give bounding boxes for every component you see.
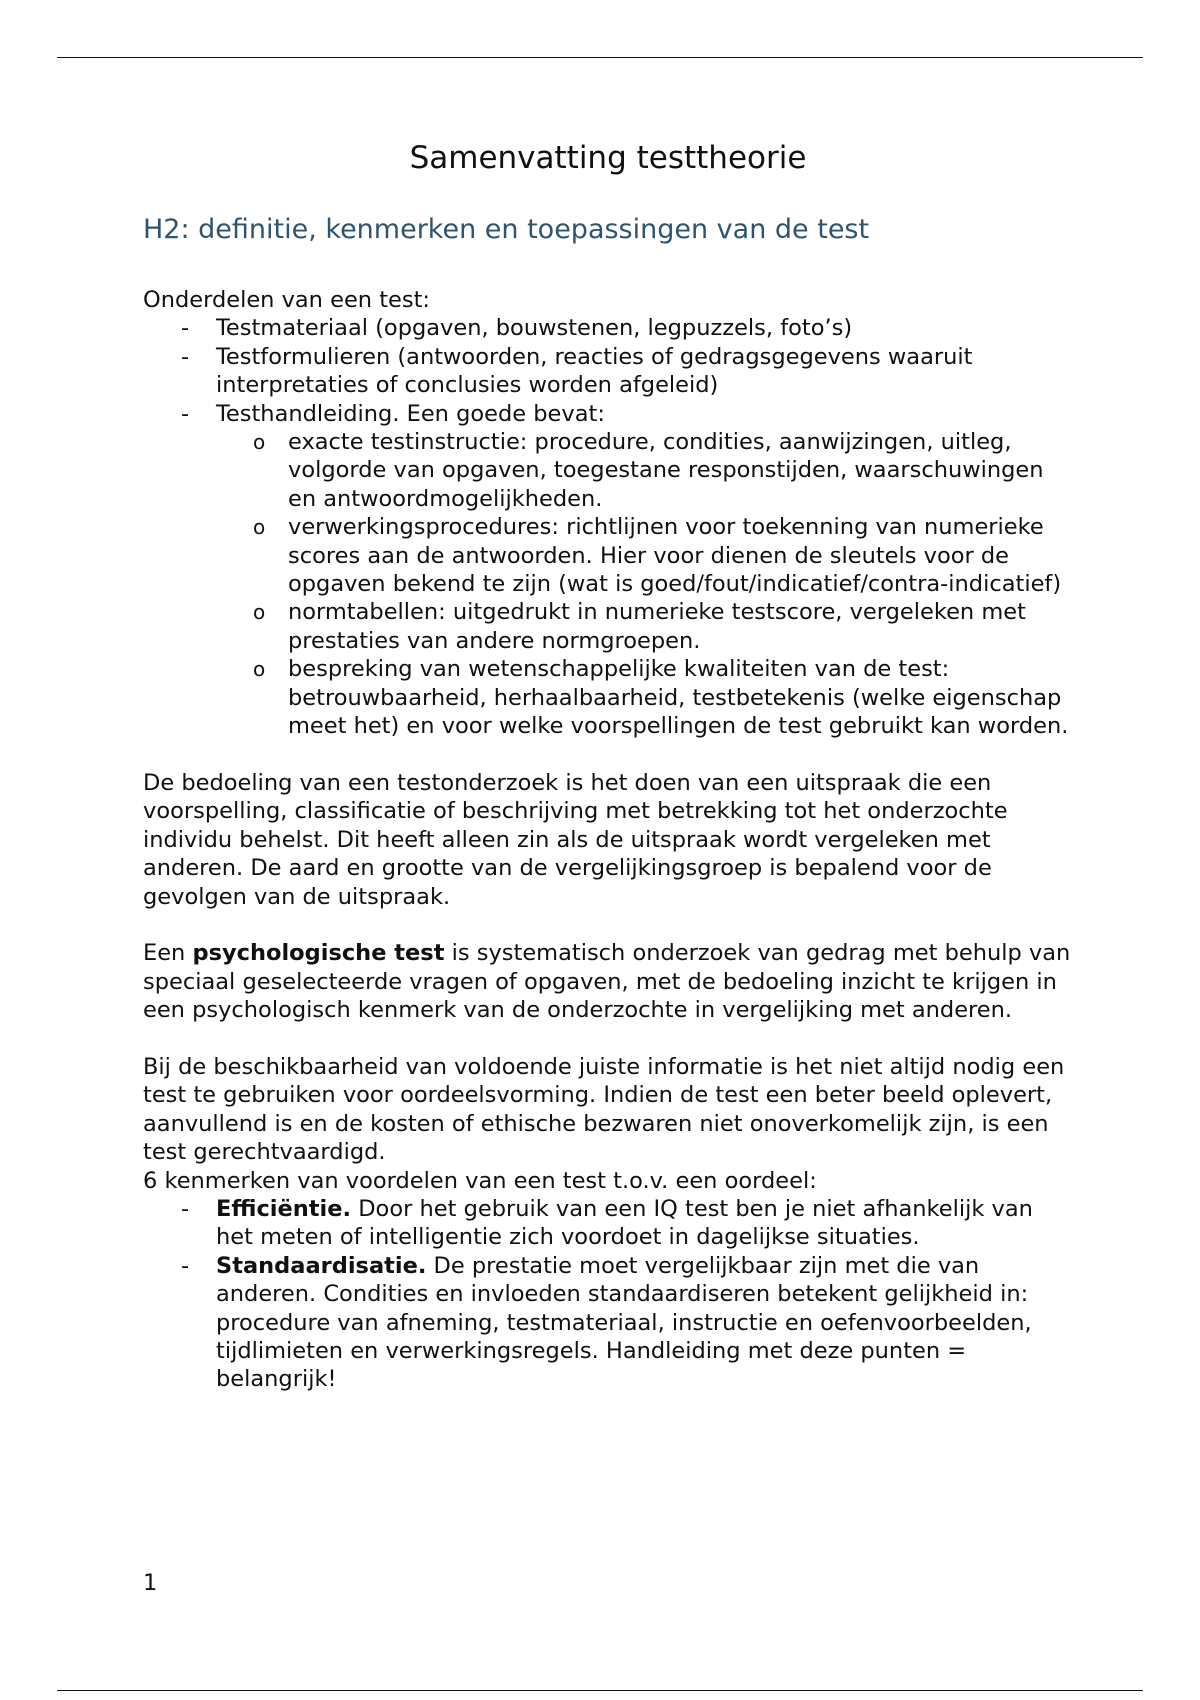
list-item: o bespreking van wetenschappelijke kwaliteiten van de test: betrouwbaarheid, herhaalbaarheid, testbetekenis (welke eigenschap meet het) en voor welke voorspellingen de test gebruikt kan worden.	[253, 656, 1069, 740]
paragraph-justification: Bij de beschikbaarheid van voldoende juiste informatie is het niet altijd nodig een test te gebruiken voor oordeelsvorming. Indien de test een beter beeld oplevert, aanvullend is en de kosten of ethische bezwaren niet onoverkomelijk zijn, is een test gerechtvaardigd.	[143, 1053, 1065, 1166]
section-heading: H2: definitie, kenmerken en toepassingen van de test	[143, 214, 870, 245]
list-item: o normtabellen: uitgedrukt in numerieke testscore, vergeleken met prestaties van andere normgroepen.	[253, 599, 1026, 654]
features-intro: 6 kenmerken van voordelen van een test t.o.v. een oordeel:	[143, 1167, 817, 1194]
list-item: - Efficiëntie. Door het gebruik van een IQ test ben je niet afhankelijk van het meten of intelligentie zich voordoet in dagelijkse situaties.	[181, 1195, 1033, 1251]
list-item: o exacte testinstructie: procedure, condities, aanwijzingen, uitleg, volgorde van opgaven, toegestane responstijden, waarschuwingen en antwoordmogelijkheden.	[253, 429, 1044, 512]
paragraph-definition: Een psychologische test is systematisch onderzoek van gedrag met behulp van speciaal geselecteerde vragen of opgaven, met de bedoeling inzicht te krijgen in een psychologisch kenmerk van de onderzochte in vergelijking met anderen.	[143, 940, 1071, 1024]
dash-bullet: -	[181, 400, 190, 427]
parts-list	[143, 314, 1073, 428]
document-title: Samenvatting testtheorie	[409, 140, 807, 176]
circle-bullet: o	[253, 600, 266, 625]
footer-rule	[57, 1690, 1143, 1691]
manual-items-list	[143, 428, 1073, 740]
list-item: - Testformulieren (antwoorden, reacties of gedragsgegevens waaruit interpretaties of conclusies worden afgeleid)	[181, 343, 973, 399]
circle-bullet: o	[253, 657, 266, 682]
list-item: - Testhandleiding. Een goede bevat:	[181, 400, 605, 427]
document-body	[143, 286, 1073, 1394]
dash-bullet: -	[181, 1195, 190, 1222]
dash-bullet: -	[181, 1252, 190, 1279]
circle-bullet: o	[253, 430, 266, 455]
list-item: - Standaardisatie. De prestatie moet vergelijkbaar zijn met die van anderen. Condities en invloeden standaardiseren betekent gelijkheid in: procedure van afneming, testmateriaal, instructie en oefenvoorbeelden, tijdlimieten en verwerkingsregels. Handleiding met deze punten = belangrijk!	[181, 1252, 1032, 1393]
bold-term: psychologische test	[192, 940, 445, 967]
intro-text: Onderdelen van een test:	[143, 287, 430, 313]
dash-bullet: -	[181, 315, 190, 342]
paragraph-purpose: De bedoeling van een testonderzoek is het doen van een uitspraak die een voorspelling, classificatie of beschrijving met betrekking tot het onderzochte individu behelst. Dit heeft alleen zin als de uitspraak wordt vergeleken met anderen. De aard en grootte van de vergelijkingsgroep is bepalend voor de gevolgen van de uitspraak.	[143, 769, 1008, 910]
circle-bullet: o	[253, 515, 266, 540]
list-item: o verwerkingsprocedures: richtlijnen voor toekenning van numerieke scores aan de antwoorden. Hier voor dienen de sleutels voor de opgaven bekend te zijn (wat is goed/fout/indicatief/contra-indicatief)	[253, 514, 1062, 598]
header-rule	[57, 57, 1143, 58]
page-number: 1	[143, 1570, 158, 1596]
dash-bullet: -	[181, 343, 190, 370]
list-item: - Testmateriaal (opgaven, bouwstenen, legpuzzels, foto’s)	[181, 315, 853, 342]
features-list	[143, 1195, 1073, 1394]
